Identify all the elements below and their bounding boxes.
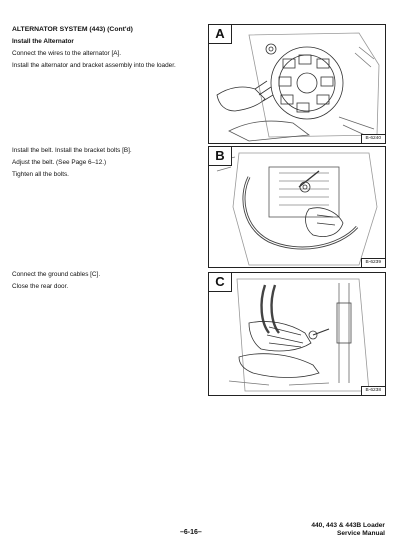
step-close-door: Close the rear door. — [12, 283, 69, 290]
step-install-belt: Install the belt. Install the bracket bolts [B]. — [12, 147, 132, 154]
figure-c — [208, 272, 386, 396]
figure-c-illustration — [209, 273, 385, 395]
figure-c-code: B-6238 — [361, 386, 385, 395]
figure-a-code: B-6240 — [361, 134, 385, 143]
figure-a-letter: A — [209, 25, 232, 44]
step-ground-cables: Connect the ground cables [C]. — [12, 271, 101, 278]
figure-b-illustration — [209, 147, 385, 267]
figure-b-code: B-6239 — [361, 258, 385, 267]
figure-c-letter: C — [209, 273, 232, 292]
manual-title-line2: Service Manual — [336, 529, 385, 537]
figure-b — [208, 146, 386, 268]
step-connect-wires: Connect the wires to the alternator [A]. — [12, 50, 122, 57]
step-install-assembly: Install the alternator and bracket assembly into the loader. — [12, 62, 176, 69]
figure-b-letter: B — [209, 147, 232, 166]
step-adjust-belt: Adjust the belt. (See Page 6–12.) — [12, 159, 107, 166]
manual-title — [311, 522, 385, 537]
figure-a — [208, 24, 386, 144]
step-tighten-bolts: Tighten all the bolts. — [12, 171, 69, 178]
page-number: –6-16– — [180, 529, 202, 536]
manual-title-line1: 440, 443 & 443B Loader — [311, 522, 385, 529]
section-title: ALTERNATOR SYSTEM (443) (Cont'd) — [12, 26, 133, 33]
section-subtitle: Install the Alternator — [12, 38, 74, 45]
figure-a-illustration — [209, 25, 385, 143]
